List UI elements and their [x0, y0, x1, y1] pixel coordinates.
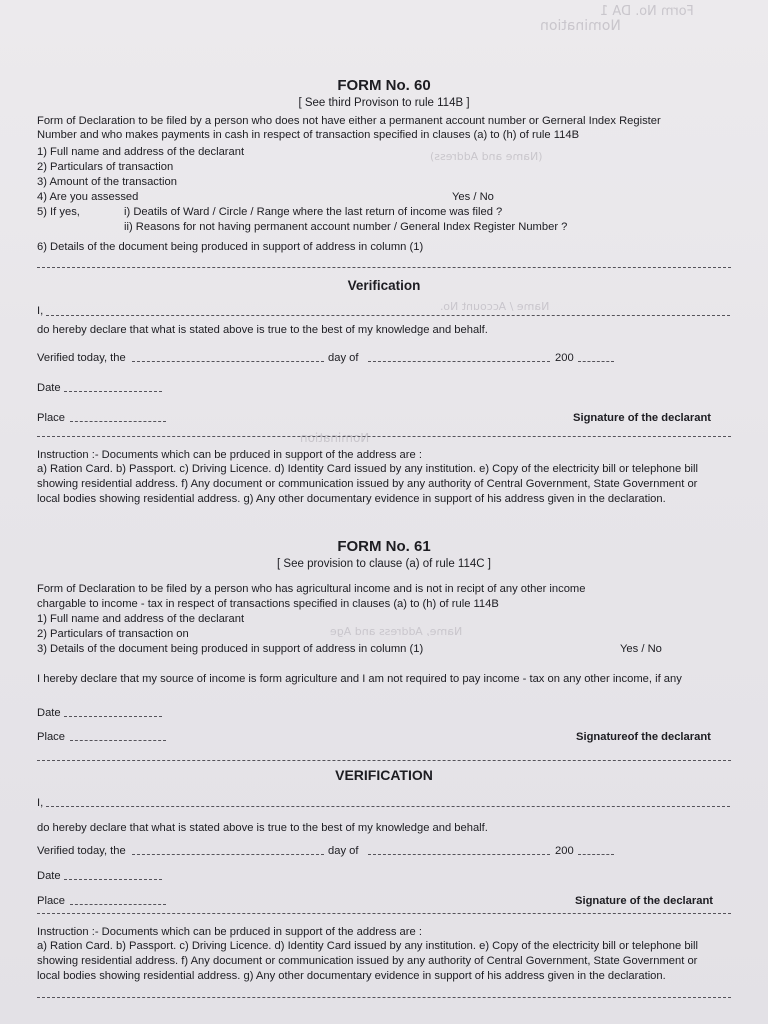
form61-intro-line1: Form of Declaration to be filed by a person who has agricultural income and is not in recipt of any other income	[37, 583, 586, 595]
form61-place-line	[70, 740, 166, 741]
form61-subtitle: [ See provision to clause (a) of rule 114C ]	[277, 558, 491, 570]
form60-item-5: 5) If yes,	[37, 206, 80, 218]
form60-item-6: 6) Details of the document being produced in support of address in column (1)	[37, 241, 424, 253]
form61-date-line	[64, 716, 162, 717]
form61-instruction-line1: Instruction :- Documents which can be prduced in support of the address are :	[37, 926, 422, 938]
form60-name-line	[46, 315, 730, 316]
form61-instruction-line3: showing residential address. f) Any document or communication issued by any authority of Central Government, State Government or	[37, 955, 698, 967]
form61-instruction-line4: local bodies showing residential address. g) Any other documentary evidence in support of his address given in the declaration.	[37, 970, 666, 982]
show-through-text: Form No. DA 1	[600, 4, 694, 19]
form60-instruction-line3: showing residential address. f) Any document or communication issued by any authority of Central Government, State Government or	[37, 478, 698, 490]
form60-year-line	[578, 361, 614, 362]
form61-verif-divider	[37, 913, 731, 914]
form60-sub-item-1: i) Deatils of Ward / Circle / Range where the last return of income was filed ?	[124, 206, 503, 218]
form61-signature-label: Signatureof the declarant	[576, 731, 711, 743]
form60-date-label: Date	[37, 382, 61, 394]
form60-divider	[37, 436, 731, 437]
form60-date-line	[64, 391, 162, 392]
form61-day-of: day of	[328, 845, 359, 857]
form61-year-line	[578, 854, 614, 855]
form61-month-line	[368, 854, 550, 855]
form60-instruction-line2: a) Ration Card. b) Passport. c) Driving Licence. d) Identity Card issued by any institution. e) Copy of the electricity bill or telephone bill	[37, 463, 698, 475]
form61-name-line	[46, 806, 730, 807]
form61-intro-line2: chargable to income - tax in respect of transactions specified in clauses (a) to (h) of rule 114B	[37, 598, 499, 610]
form61-item-1: 1) Full name and address of the declarant	[37, 613, 245, 625]
form61-date-label: Date	[37, 707, 61, 719]
form61-declaration: I hereby declare that my source of income is form agriculture and I am not required to pay income - tax on any other income, if any	[37, 673, 682, 685]
show-through-text: Name, Address and Age	[330, 625, 463, 638]
form60-month-line	[368, 361, 550, 362]
form60-instruction-line4: local bodies showing residential address. g) Any other documentary evidence in support of his address given in the declaration.	[37, 493, 666, 505]
form60-declare: do hereby declare that what is stated above is true to the best of my knowledge and behalf.	[37, 324, 488, 336]
form61-year: 200	[555, 845, 574, 857]
form61-day-line	[132, 854, 324, 855]
show-through-text: Nomination	[540, 18, 621, 34]
form61-verif-date-label: Date	[37, 870, 61, 882]
form61-verif-place-line	[70, 904, 166, 905]
form61-item-2: 2) Particulars of transaction on	[37, 628, 189, 640]
form60-item-1: 1) Full name and address of the declarant	[37, 146, 245, 158]
form60-place-line	[70, 421, 166, 422]
form60-item-3: 3) Amount of the transaction	[37, 176, 177, 188]
form60-yes-no: Yes / No	[452, 191, 494, 203]
form60-i-label: I,	[37, 305, 44, 317]
form60-instruction-line1: Instruction :- Documents which can be prduced in support of the address are :	[37, 449, 422, 461]
form61-divider	[37, 760, 731, 761]
show-through-text: Nomination	[300, 431, 370, 445]
form61-verif-signature-label: Signature of the declarant	[575, 895, 714, 907]
form60-item6-line	[37, 267, 731, 268]
form61-declare: do hereby declare that what is stated above is true to the best of my knowledge and behalf.	[37, 822, 488, 834]
form61-verif-date-line	[64, 879, 162, 880]
form60-year: 200	[555, 352, 574, 364]
form60-intro-line2: Number and who makes payments in cash in respect of transaction specified in clauses (a) to (h) of rule 114B	[37, 129, 580, 141]
form61-item-3: 3) Details of the document being produced in support of address in column (1)	[37, 643, 424, 655]
show-through-text: (Name and Address)	[430, 150, 543, 163]
form61-i-label: I,	[37, 797, 44, 809]
form60-title: FORM No. 60	[337, 77, 431, 94]
form60-sub-item-2: ii) Reasons for not having permanent account number / General Index Register Number ?	[124, 221, 568, 233]
form60-verified-today: Verified today, the	[37, 352, 126, 364]
form60-day-line	[132, 361, 324, 362]
form60-day-of: day of	[328, 352, 359, 364]
form60-intro-line1: Form of Declaration to be filed by a person who does not have either a permanent account number or Gerneral Index Register	[37, 115, 661, 127]
form60-verification-title: Verification	[347, 278, 421, 293]
form60-item-2: 2) Particulars of transaction	[37, 161, 174, 173]
form61-title: FORM No. 61	[337, 538, 431, 555]
form61-verified-today: Verified today, the	[37, 845, 126, 857]
form61-yes-no: Yes / No	[620, 643, 662, 655]
form60-subtitle: [ See third Provison to rule 114B ]	[298, 97, 470, 109]
form60-item-4: 4) Are you assessed	[37, 191, 139, 203]
form61-verif-place-label: Place	[37, 895, 65, 907]
form60-signature-label: Signature of the declarant	[573, 412, 712, 424]
form61-bottom-line	[37, 997, 731, 998]
show-through-text: Name / Account No.	[440, 300, 550, 313]
form61-verification-title: VERIFICATION	[335, 767, 433, 783]
form61-place-label: Place	[37, 731, 65, 743]
form61-instruction-line2: a) Ration Card. b) Passport. c) Driving Licence. d) Identity Card issued by any institution. e) Copy of the electricity bill or telephone bill	[37, 940, 698, 952]
form60-place-label: Place	[37, 412, 65, 424]
